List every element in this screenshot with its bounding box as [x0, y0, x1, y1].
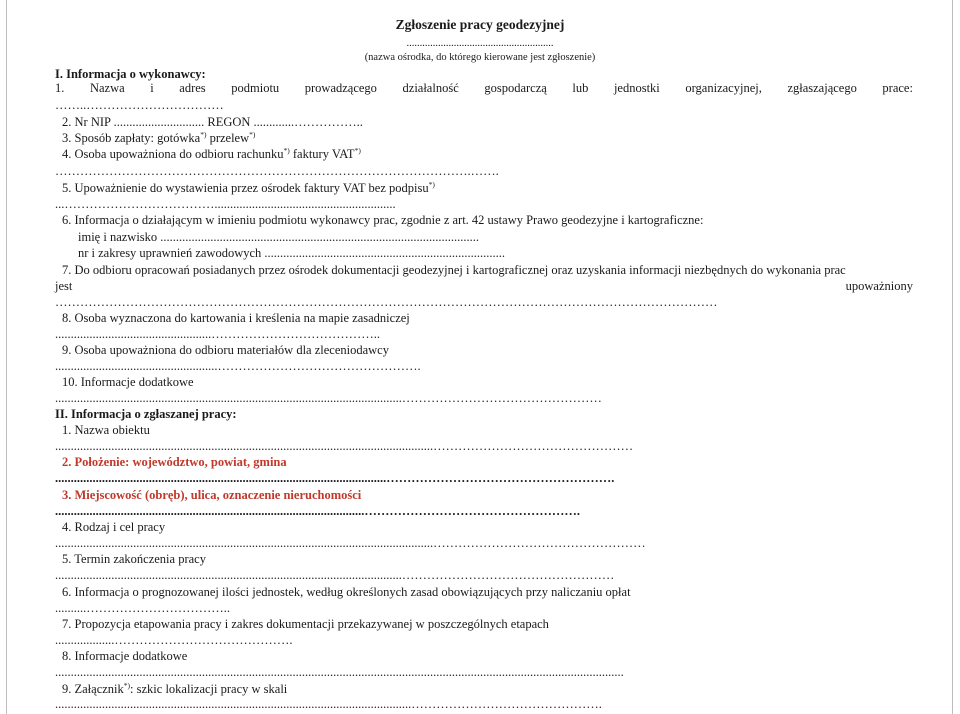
office-name-caption: (nazwa ośrodka, do którego kierowane jest zgłoszenie) — [364, 52, 596, 63]
payment-transfer-label: przelew — [206, 131, 250, 145]
section-1-heading: I. Informacja o wykonawcy: — [55, 67, 206, 81]
additional-info-2-label: 8. Informacje dodatkowe — [62, 649, 188, 663]
document-title: Zgłoszenie pracy geodezyjnej — [395, 17, 565, 32]
word: adres — [179, 81, 206, 95]
staging-proposal-label: 7. Propozycja etapowania pracy i zakres dokumentacji przekazywanej w poszczególnych etapach — [62, 617, 549, 631]
representative-name-field[interactable]: imię i nazwisko ...................................................................................................... — [78, 230, 480, 244]
footnote-mark: *) — [249, 129, 256, 139]
word: jednostki — [613, 81, 660, 95]
work-type-label: 4. Rodzaj i cel pracy — [62, 520, 166, 534]
section-2-heading: II. Informacja o zgłaszanej pracy: — [55, 407, 237, 421]
word: organizacyjnej, — [685, 81, 762, 95]
word: działalność — [402, 81, 459, 95]
invoice-recipient-field[interactable]: ……………………………………………………………………………………….……. — [55, 164, 499, 178]
invoice-vat-label: faktury VAT — [289, 147, 355, 161]
office-name-field[interactable]: ........................................................ — [406, 38, 554, 49]
mapping-person-label: 8. Osoba wyznaczona do kartowania i kreślenia na mapie zasadniczej — [62, 311, 410, 325]
additional-info-field[interactable]: ...............................................................................................................………………………………………… — [55, 391, 602, 405]
page-left-border — [6, 0, 7, 714]
word: podmiotu — [231, 81, 280, 95]
word: gospodarczą — [484, 81, 547, 95]
attachment-label: 9. Załącznik — [62, 682, 124, 696]
invoice-recipient-line — [62, 146, 361, 162]
deadline-label: 5. Termin zakończenia pracy — [62, 552, 206, 566]
attachment-scale-field[interactable]: ..................................................................................................................………………………………………. — [55, 697, 602, 711]
attachment-scale-label: : szkic lokalizacji pracy w skali — [130, 682, 288, 696]
word: Nazwa — [89, 81, 125, 95]
vat-authorization-label: 5. Upoważnienie do wystawienia przez ośrodek faktury VAT bez podpisu — [62, 181, 429, 195]
address-label: 3. Miejscowość (obręb), ulica, oznaczenie nieruchomości — [62, 488, 362, 502]
word: prowadzącego — [304, 81, 377, 95]
location-field[interactable]: ..........................................................................................................………………………………………………. — [55, 471, 615, 485]
materials-recipient-label: 9. Osoba upoważniona do odbioru materiałów dla zleceniodawcy — [62, 343, 389, 357]
address-field[interactable]: ...................................................................................................……………………………………………. — [55, 504, 580, 518]
staging-proposal-field[interactable]: ...................……………………………………. — [55, 633, 293, 647]
additional-info-label: 10. Informacje dodatkowe — [62, 375, 194, 389]
attachment-line — [62, 681, 287, 697]
word: lub — [572, 81, 589, 95]
object-name-field[interactable]: .........................................................................................................................………………………………………… — [55, 439, 634, 453]
word: 1. — [55, 81, 65, 95]
vat-authorization-field[interactable]: ...……………………………….......................................................... — [55, 197, 396, 211]
materials-recipient-field[interactable]: ....................................................…………………………………………. — [55, 359, 421, 373]
mapping-person-field[interactable]: ..................................................………………………………….. — [55, 327, 380, 341]
contractor-name-field[interactable]: ……..…………………………… — [55, 98, 224, 112]
page-right-border — [952, 0, 953, 714]
invoice-recipient-label: 4. Osoba upoważniona do odbioru rachunku — [62, 147, 284, 161]
word: zgłaszającego — [787, 81, 857, 95]
footnote-mark: *) — [354, 145, 361, 155]
pickup-authorization-is: jest — [55, 279, 73, 293]
footnote-mark: *) — [200, 129, 207, 139]
units-forecast-label: 6. Informacja o prognozowanej ilości jednostek, według określonych zasad obowiązujących przy naliczaniu opłat — [62, 585, 631, 599]
pickup-authorization-label: 7. Do odbioru opracowań posiadanych przez ośrodek dokumentacji geodezyjnej i kartograficznej oraz uzyskania informacji niezbędnych do wykonania prac — [62, 263, 846, 277]
payment-label: 3. Sposób zapłaty: gotówka — [62, 131, 201, 145]
word: i — [150, 81, 154, 95]
object-name-label: 1. Nazwa obiektu — [62, 423, 150, 437]
payment-method-line[interactable] — [62, 130, 255, 146]
vat-authorization-line — [62, 180, 435, 196]
deadline-field[interactable]: ...............................................................................................................…………………………………………… — [55, 568, 615, 582]
nip-regon-line[interactable]: 2. Nr NIP ............................. REGON .............…………….. — [62, 115, 363, 129]
footnote-mark: *) — [123, 680, 131, 690]
representative-license-field[interactable]: nr i zakresy uprawnień zawodowych ............................................................................. — [78, 246, 506, 260]
representative-info-label: 6. Informacja o działającym w imieniu podmiotu wykonawcy prac, zgodnie z art. 42 ustawy Prawo geodezyjne i kartograficzne: — [62, 213, 704, 227]
word: prace: — [882, 81, 913, 95]
work-type-field[interactable]: .........................................................................................................................…………………………………………… — [55, 536, 646, 550]
pickup-authorization-line — [55, 278, 913, 294]
location-label: 2. Położenie: województwo, powiat, gmina — [62, 455, 287, 469]
pickup-authorization-field[interactable]: …………………………………………………………………………………………………………………………………………… — [55, 295, 718, 309]
pickup-authorization-authorized: upoważniony — [845, 279, 913, 293]
contractor-name-line — [55, 80, 913, 96]
units-forecast-field[interactable]: ..........…………………………….. — [55, 601, 230, 615]
footnote-mark: *) — [428, 179, 435, 189]
additional-info-2-field[interactable]: ...................................................................................................................................................................................... — [55, 665, 624, 679]
footnote-mark: *) — [283, 145, 290, 155]
